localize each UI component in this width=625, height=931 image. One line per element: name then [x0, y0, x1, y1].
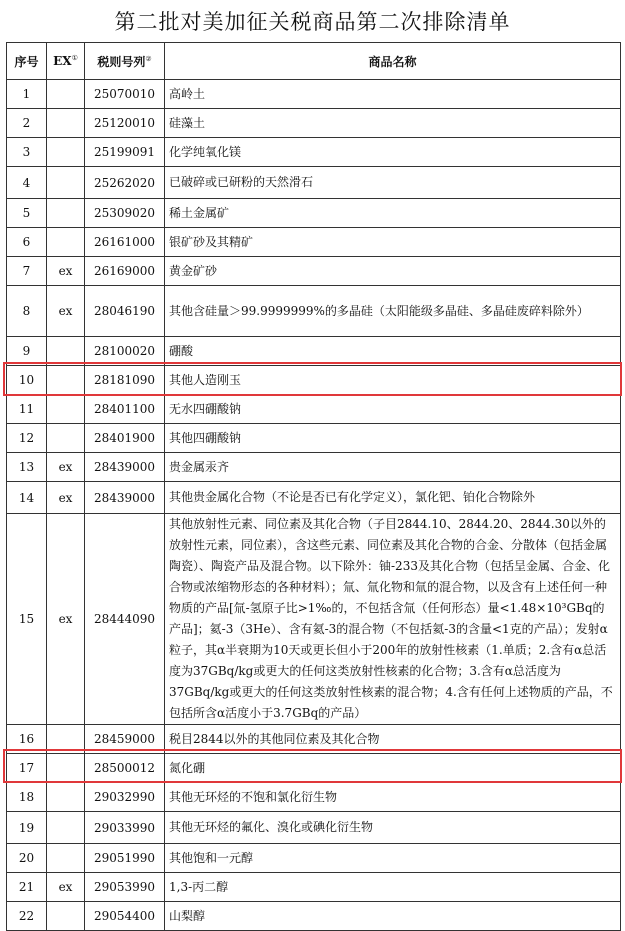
header-seq: 序号: [7, 43, 47, 80]
row-code: 29054400: [85, 902, 165, 931]
row-ex: [47, 109, 85, 138]
header-name: 商品名称: [165, 43, 621, 80]
row-ex: ex: [47, 873, 85, 902]
row-name: 其他含硅量＞99.9999999%的多晶硅（太阳能级多晶硅、多晶硅废碎料除外）: [165, 286, 621, 337]
row-name: 银矿砂及其精矿: [165, 228, 621, 257]
row-code: 28439000: [85, 453, 165, 482]
table-header-row: [7, 43, 621, 80]
row-code: 28444090: [85, 514, 165, 725]
row-name: 其他四硼酸钠: [165, 424, 621, 453]
row-name: 氮化硼: [165, 754, 621, 783]
row-name: 化学纯氧化镁: [165, 138, 621, 167]
table-row: [7, 902, 621, 931]
table-row: [7, 482, 621, 514]
row-code: 29051990: [85, 844, 165, 873]
row-seq: 4: [7, 167, 47, 199]
row-code: 28100020: [85, 337, 165, 366]
row-seq: 10: [7, 366, 47, 395]
row-name: 其他无环烃的氟化、溴化或碘化衍生物: [165, 812, 621, 844]
row-name: 其他饱和一元醇: [165, 844, 621, 873]
row-seq: 6: [7, 228, 47, 257]
row-code: 29032990: [85, 783, 165, 812]
table-row: [7, 844, 621, 873]
row-code: 25070010: [85, 80, 165, 109]
row-seq: 2: [7, 109, 47, 138]
row-name: 其他无环烃的不饱和氯化衍生物: [165, 783, 621, 812]
exclusion-table: [6, 42, 621, 931]
row-code: 28459000: [85, 725, 165, 754]
row-name: 稀土金属矿: [165, 199, 621, 228]
table-row: [7, 199, 621, 228]
row-code: 25262020: [85, 167, 165, 199]
table-row: [7, 873, 621, 902]
table-row: [7, 138, 621, 167]
table-row: [7, 395, 621, 424]
row-code: 25120010: [85, 109, 165, 138]
row-seq: 14: [7, 482, 47, 514]
row-code: 28401900: [85, 424, 165, 453]
row-name: 其他贵金属化合物（不论是否已有化学定义），氯化钯、铂化合物除外: [165, 482, 621, 514]
table-row: [7, 424, 621, 453]
header-ex-note: ①: [71, 54, 78, 62]
row-name: 山梨醇: [165, 902, 621, 931]
row-ex: [47, 228, 85, 257]
row-seq: 22: [7, 902, 47, 931]
row-seq: 12: [7, 424, 47, 453]
header-ex: EX①: [47, 43, 85, 80]
row-ex: [47, 167, 85, 199]
row-seq: 19: [7, 812, 47, 844]
row-seq: 8: [7, 286, 47, 337]
row-ex: [47, 395, 85, 424]
row-seq: 17: [7, 754, 47, 783]
row-name: 已破碎或已研粉的天然滑石: [165, 167, 621, 199]
row-code: 28181090: [85, 366, 165, 395]
row-name: 税目2844以外的其他同位素及其化合物: [165, 725, 621, 754]
table-row: [7, 257, 621, 286]
row-code: 26161000: [85, 228, 165, 257]
row-seq: 15: [7, 514, 47, 725]
row-name: 硼酸: [165, 337, 621, 366]
row-ex: ex: [47, 453, 85, 482]
row-code: 28401100: [85, 395, 165, 424]
row-ex: [47, 80, 85, 109]
row-code: 28439000: [85, 482, 165, 514]
row-seq: 13: [7, 453, 47, 482]
row-ex: [47, 199, 85, 228]
row-name: 其他人造刚玉: [165, 366, 621, 395]
row-seq: 1: [7, 80, 47, 109]
row-ex: ex: [47, 482, 85, 514]
row-name: 黄金矿砂: [165, 257, 621, 286]
row-ex: ex: [47, 257, 85, 286]
row-name: 无水四硼酸钠: [165, 395, 621, 424]
row-seq: 18: [7, 783, 47, 812]
row-seq: 21: [7, 873, 47, 902]
row-name: 高岭土: [165, 80, 621, 109]
row-code: 28046190: [85, 286, 165, 337]
row-seq: 9: [7, 337, 47, 366]
row-ex: [47, 902, 85, 931]
row-seq: 20: [7, 844, 47, 873]
row-name: 1,3-丙二醇: [165, 873, 621, 902]
table-row: [7, 812, 621, 844]
highlight-box-row-10: [3, 362, 622, 396]
row-code: 26169000: [85, 257, 165, 286]
row-ex: [47, 138, 85, 167]
row-seq: 5: [7, 199, 47, 228]
row-code: 29053990: [85, 873, 165, 902]
row-code: 25309020: [85, 199, 165, 228]
row-seq: 16: [7, 725, 47, 754]
row-name: 其他放射性元素、同位素及其化合物（子目2844.10、2844.20、2844.30以外的放射性元素，同位素），含这些元素、同位素及其化合物的合金、分散体（包括金属陶瓷）、陶瓷产品及混合物。以下除外：铀-233及其化合物（包括呈金属、合金、化合物或浓缩物形态的各种材料）；氚、氚化物和氚的混合物，以及含有上述任何一种物质的产品[氚-氢原子比>1‰的，不包括含氚（任何形态）量<1.48×10³GBq的产品]；氦-3（3He）、含有氦-3的混合物（不包括氦-3的含量<1克的产品）；发射α粒子，其α半衰期为10天或更长但小于200年的放射性核素（1.单质；2.含有α总活度为37GBq/kg或更大的任何这类放射性核素的化合物；3.含有α总活度为37GBq/kg或更大的任何这类放射性核素的混合物；4.含有任何上述物质的产品，不包括所含α活度小于3.7GBq的产品）: [165, 514, 621, 725]
row-seq: 7: [7, 257, 47, 286]
row-code: 29033990: [85, 812, 165, 844]
row-ex: ex: [47, 514, 85, 725]
header-code-note: ②: [145, 54, 152, 63]
table-row: [7, 167, 621, 199]
row-ex: [47, 844, 85, 873]
row-ex: [47, 424, 85, 453]
highlight-box-row-17: [3, 749, 622, 783]
row-ex: ex: [47, 286, 85, 337]
row-ex: [47, 783, 85, 812]
table-row: [7, 286, 621, 337]
row-ex: [47, 812, 85, 844]
row-name: 硅藻土: [165, 109, 621, 138]
table-row: [7, 228, 621, 257]
header-code: 税则号列②: [85, 43, 165, 80]
row-code: 25199091: [85, 138, 165, 167]
row-name: 贵金属汞齐: [165, 453, 621, 482]
table-row: [7, 783, 621, 812]
table-row: [7, 109, 621, 138]
row-seq: 11: [7, 395, 47, 424]
table-body: [7, 80, 621, 931]
table-row: [7, 453, 621, 482]
page-title: 第二批对美加征关税商品第二次排除清单: [114, 10, 511, 34]
table-row: [7, 80, 621, 109]
row-code: 28500012: [85, 754, 165, 783]
row-seq: 3: [7, 138, 47, 167]
table-row: [7, 514, 621, 725]
